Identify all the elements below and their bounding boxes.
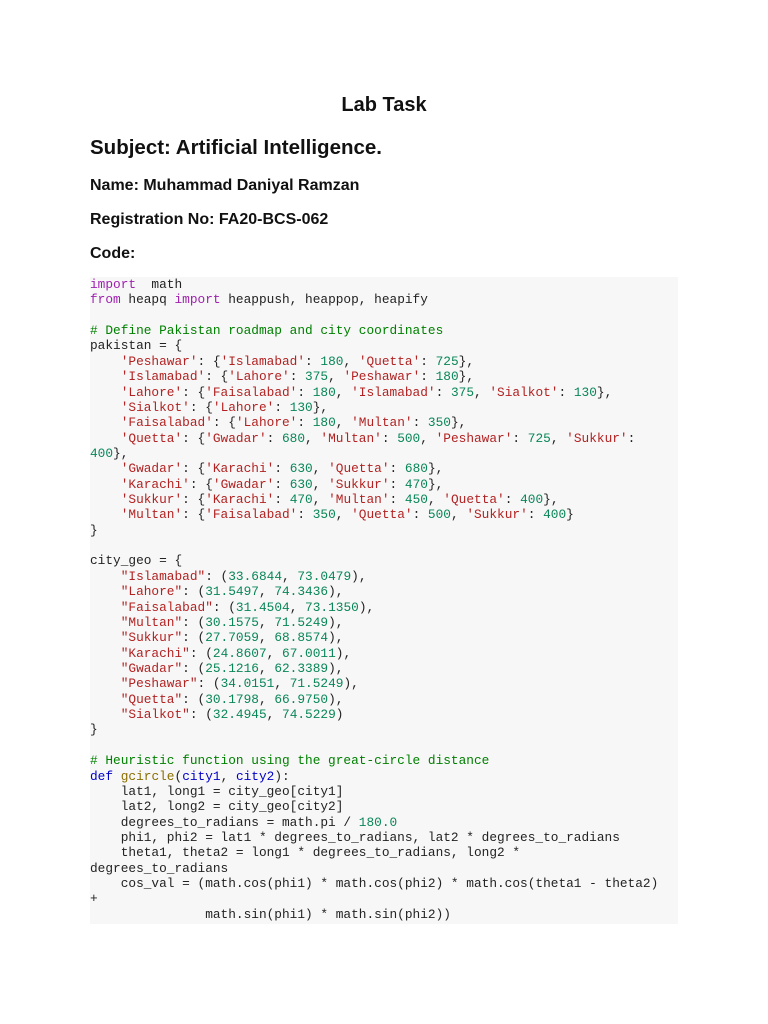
code-token — [113, 769, 121, 784]
code-token: 62.3389 — [274, 660, 329, 676]
code-token: 31.5497 — [205, 584, 259, 600]
code-token: 375 — [450, 384, 475, 400]
code-token: : — [512, 430, 528, 446]
code-token: : { — [182, 492, 206, 508]
code-token: 'Karachi' — [120, 476, 190, 492]
code-line — [90, 461, 443, 476]
code-token: : — [389, 476, 405, 492]
code-token — [90, 692, 121, 707]
code-line — [90, 292, 428, 307]
code-token: 30.1575 — [205, 614, 259, 630]
code-token: } — [90, 722, 98, 738]
code-token: : — [274, 461, 290, 477]
code-token: 73.0479 — [297, 568, 352, 584]
code-heading: Code: — [90, 245, 136, 262]
code-token: , — [343, 353, 359, 369]
code-token: 'Multan' — [351, 415, 413, 431]
code-token: 71.5249 — [274, 614, 329, 630]
code-token: 500 — [397, 430, 421, 446]
code-token: 33.6844 — [228, 568, 283, 584]
code-line — [90, 369, 474, 384]
code-token: "Peshawar" — [120, 676, 198, 692]
code-token: "Karachi" — [120, 645, 190, 661]
code-token: # Heuristic function using the great-circle distance — [90, 753, 490, 769]
code-token: , — [474, 384, 490, 400]
code-line — [90, 507, 574, 522]
code-line — [90, 907, 451, 922]
code-token: city1 — [182, 768, 221, 784]
code-token: : ( — [182, 630, 206, 646]
code-token — [90, 569, 121, 584]
code-line — [90, 676, 359, 691]
code-line — [90, 692, 343, 707]
code-token: : — [274, 492, 290, 508]
code-token: theta1, theta2 = long1 * degrees_to_radians, long2 * — [90, 845, 521, 861]
code-token: ), — [328, 614, 344, 630]
code-token: degrees_to_radians — [90, 860, 229, 876]
code-token: : — [297, 384, 313, 400]
code-line — [90, 600, 374, 615]
code-token: from — [90, 292, 121, 308]
code-token: }, — [596, 384, 613, 400]
code-token: , — [335, 507, 352, 523]
code-line — [90, 553, 182, 568]
code-token: heapq — [120, 292, 175, 308]
code-token — [90, 646, 121, 661]
code-token: heappush, heappop, heapify — [220, 292, 428, 308]
code-token: , — [258, 630, 275, 646]
code-token: 'Karachi' — [205, 492, 275, 508]
code-token: : — [289, 369, 306, 385]
code-token: 73.1350 — [305, 599, 359, 615]
code-token: , — [450, 507, 467, 523]
code-token: ), — [351, 568, 367, 584]
code-token: : ( — [197, 676, 221, 692]
code-token: lat1, long1 = city_geo[city1] — [90, 783, 344, 799]
code-token: 34.0151 — [220, 676, 275, 692]
code-token: : ( — [189, 707, 213, 723]
code-token: : { — [182, 507, 206, 523]
code-line — [90, 784, 343, 799]
student-name: Name: Muhammad Daniyal Ramzan — [90, 177, 360, 194]
code-token: 24.8607 — [212, 645, 267, 661]
code-token: 'Lahore' — [120, 384, 183, 400]
code-line — [90, 492, 559, 507]
code-token: : ( — [212, 599, 236, 615]
code-token: : { — [189, 476, 213, 492]
code-token: ), — [328, 584, 344, 600]
code-token: 'Multan' — [120, 507, 183, 523]
code-token: : — [389, 492, 405, 508]
code-token: cos_val = (math.cos(phi1) * math.cos(phi2) * math.cos(theta1 - theta2) — [90, 876, 659, 892]
code-token — [90, 477, 121, 492]
code-token: 'Sialkot' — [120, 399, 190, 415]
code-token: : { — [205, 369, 229, 385]
code-token: 'Sukkur' — [328, 476, 390, 492]
code-token: 180 — [435, 369, 459, 385]
code-token: 725 — [527, 430, 551, 446]
code-token: , — [220, 768, 236, 784]
code-token: : — [504, 492, 521, 508]
code-token: : — [420, 369, 436, 385]
code-line — [90, 876, 658, 891]
code-token: phi1, phi2 = lat1 * degrees_to_radians, lat2 * degrees_to_radians — [90, 829, 620, 845]
code-token: ) — [335, 707, 344, 723]
code-line — [90, 769, 290, 784]
code-line — [90, 815, 397, 830]
code-token — [90, 369, 121, 384]
code-token: , — [258, 614, 275, 630]
code-token: ), — [328, 691, 344, 707]
code-token: }, — [458, 369, 475, 385]
code-token: 680 — [282, 430, 306, 446]
code-token: , — [312, 461, 329, 477]
code-token: ( — [174, 768, 183, 784]
code-token: 'Gwadar' — [212, 476, 275, 492]
code-token: , — [312, 476, 329, 492]
code-token — [90, 707, 121, 722]
code-token: 'Peshawar' — [120, 353, 198, 369]
code-token: : ( — [189, 645, 213, 661]
code-token: 180 — [312, 384, 336, 400]
code-token: : — [297, 415, 313, 431]
code-token: 'Sialkot' — [489, 384, 559, 400]
code-line — [90, 415, 466, 430]
code-token — [90, 385, 121, 400]
code-token: 'Lahore' — [235, 415, 298, 431]
code-token: 'Quetta' — [328, 461, 390, 477]
code-token: : ( — [182, 584, 206, 600]
code-token: 31.4504 — [235, 599, 290, 615]
code-token: : ( — [182, 614, 206, 630]
code-token: : — [274, 399, 290, 415]
code-token: , — [266, 707, 283, 723]
code-token: 180 — [320, 353, 344, 369]
code-token: }, — [113, 445, 129, 461]
code-line — [90, 861, 228, 876]
code-token: : { — [197, 353, 221, 369]
code-token: : ( — [205, 568, 229, 584]
code-token: math — [136, 277, 183, 292]
code-block — [90, 277, 678, 924]
code-token: 725 — [435, 353, 459, 369]
code-token: : — [266, 430, 282, 446]
code-line — [90, 615, 343, 630]
code-token: 'Quetta' — [358, 353, 421, 369]
code-token: math.sin(phi1) * math.sin(phi2)) — [90, 906, 451, 922]
code-token: : — [412, 415, 428, 431]
code-token: : { — [182, 430, 206, 446]
code-token: 450 — [404, 492, 428, 508]
code-token: : — [305, 353, 321, 369]
code-line — [90, 354, 474, 369]
code-token: # Define Pakistan roadmap and city coordinates — [90, 323, 444, 339]
code-token: lat2, long2 = city_geo[city2] — [90, 799, 344, 815]
code-token: , — [274, 676, 290, 692]
code-token — [90, 492, 121, 507]
code-token: 74.3436 — [274, 584, 329, 600]
code-token: "Multan" — [120, 614, 183, 630]
code-token: "Sialkot" — [120, 707, 190, 723]
code-token: }, — [427, 476, 444, 492]
code-token: , — [258, 691, 275, 707]
code-token: , — [335, 415, 352, 431]
code-token: gcircle — [120, 768, 175, 784]
code-line — [90, 830, 620, 845]
code-token: }, — [312, 399, 329, 415]
code-token: : — [627, 430, 636, 446]
code-token: ): — [274, 768, 290, 784]
code-token: degrees_to_radians = math.pi / — [90, 814, 359, 830]
code-line — [90, 584, 343, 599]
code-token: : { — [189, 399, 213, 415]
code-token: 'Karachi' — [205, 461, 275, 477]
code-token: 'Sukkur' — [466, 507, 528, 523]
code-token: : { — [182, 461, 206, 477]
code-token: 74.5229 — [282, 707, 336, 723]
code-token: 'Multan' — [320, 430, 382, 446]
code-token: 'Lahore' — [212, 399, 275, 415]
code-token: 400 — [543, 507, 567, 523]
code-line — [90, 630, 343, 645]
code-token: ), — [358, 599, 375, 615]
code-line — [90, 431, 635, 446]
code-token — [90, 630, 121, 645]
code-token: , — [258, 660, 275, 676]
code-token: "Sukkur" — [120, 630, 183, 646]
code-token: 'Peshawar' — [343, 369, 421, 385]
code-line — [90, 799, 343, 814]
code-token: 130 — [573, 384, 597, 400]
code-token: 68.8574 — [274, 630, 329, 646]
code-token: 'Multan' — [328, 492, 390, 508]
code-token: 27.7059 — [205, 630, 259, 646]
code-token — [90, 661, 121, 676]
code-token: : ( — [182, 660, 206, 676]
code-token: ), — [328, 630, 344, 646]
code-line — [90, 523, 98, 538]
code-token: 'Quetta' — [120, 430, 183, 446]
code-token: pakistan = { — [90, 338, 183, 354]
code-line — [90, 753, 489, 768]
code-token: : — [274, 476, 290, 492]
code-token: }, — [450, 415, 467, 431]
code-token: : — [435, 384, 451, 400]
code-token: 400 — [520, 492, 544, 508]
code-token: , — [305, 430, 321, 446]
code-token: 67.0011 — [282, 645, 336, 661]
code-token: "Faisalabad" — [120, 599, 213, 615]
code-token: , — [328, 369, 344, 385]
code-token: , — [312, 492, 329, 508]
code-token: 'Faisalabad' — [120, 415, 213, 431]
code-line — [90, 707, 343, 722]
code-line — [90, 277, 182, 292]
code-token: 'Faisalabad' — [205, 384, 298, 400]
code-token: ), — [328, 660, 344, 676]
code-token: : — [381, 430, 398, 446]
code-line — [90, 722, 98, 737]
code-token: : — [412, 507, 428, 523]
code-line — [90, 338, 182, 353]
code-line — [90, 646, 351, 661]
code-token: "Lahore" — [120, 584, 183, 600]
code-token — [90, 584, 121, 599]
code-token: 'Sukkur' — [566, 430, 628, 446]
code-token: 630 — [289, 476, 313, 492]
code-token: 'Islamabad' — [220, 353, 306, 369]
code-token: ), — [343, 676, 359, 692]
code-token — [90, 415, 121, 430]
code-line — [90, 323, 443, 338]
code-token: city_geo = { — [90, 553, 183, 569]
code-line — [90, 661, 343, 676]
code-token: 32.4945 — [212, 707, 267, 723]
code-token: 470 — [404, 476, 428, 492]
code-token: 680 — [404, 461, 428, 477]
registration-number: Registration No: FA20-BCS-062 — [90, 211, 329, 228]
code-line — [90, 477, 443, 492]
code-line — [90, 569, 367, 584]
code-token — [90, 615, 121, 630]
code-line — [90, 446, 128, 461]
code-token: : ( — [182, 691, 206, 707]
code-token — [90, 600, 121, 615]
code-token: 350 — [427, 415, 451, 431]
code-token: , — [427, 492, 444, 508]
code-token: + — [90, 891, 98, 907]
code-token: 470 — [289, 492, 313, 508]
code-token: 66.9750 — [274, 691, 329, 707]
subject-heading: Subject: Artificial Intelligence. — [90, 136, 382, 159]
code-token: : { — [182, 384, 206, 400]
code-token: , — [266, 645, 283, 661]
code-token: ), — [335, 645, 352, 661]
code-token: 25.1216 — [205, 660, 259, 676]
code-token: } — [90, 522, 98, 538]
code-token: 'Gwadar' — [120, 461, 183, 477]
code-token: , — [335, 384, 352, 400]
code-token: city2 — [235, 768, 275, 784]
code-token: 130 — [289, 399, 313, 415]
code-token — [90, 400, 121, 415]
document-title: Lab Task — [341, 94, 427, 116]
code-token: "Islamabad" — [120, 568, 206, 584]
code-token: def — [90, 768, 114, 784]
code-token: 'Islamabad' — [120, 369, 206, 385]
code-token: 'Gwadar' — [205, 430, 267, 446]
code-token: , — [420, 430, 436, 446]
code-token — [90, 461, 121, 476]
code-token: 375 — [305, 369, 329, 385]
code-token: : — [297, 507, 313, 523]
code-token: 'Faisalabad' — [205, 507, 298, 523]
code-token: : — [527, 507, 544, 523]
code-token: , — [289, 599, 306, 615]
code-token: : — [558, 384, 574, 400]
code-token: 630 — [289, 461, 313, 477]
code-token — [90, 676, 121, 691]
code-token: 'Quetta' — [443, 492, 505, 508]
code-token: }, — [458, 353, 475, 369]
code-token: , — [282, 568, 298, 584]
code-token: , — [550, 430, 567, 446]
code-token: 'Sukkur' — [120, 492, 183, 508]
code-token: 180 — [312, 415, 336, 431]
code-token: import — [90, 277, 137, 292]
code-token: 180.0 — [358, 814, 398, 830]
code-token: }, — [427, 461, 444, 477]
code-token: : — [389, 461, 405, 477]
code-token: }, — [543, 492, 559, 508]
code-token: 'Lahore' — [228, 369, 290, 385]
code-token — [90, 507, 121, 522]
code-token: import — [174, 292, 221, 308]
code-token: 400 — [90, 445, 114, 461]
code-token: 'Peshawar' — [435, 430, 513, 446]
code-line — [90, 845, 520, 860]
code-listing — [90, 277, 658, 922]
code-token: : — [420, 353, 436, 369]
code-token: , — [258, 584, 275, 600]
code-line — [90, 385, 612, 400]
code-token: 'Islamabad' — [351, 384, 436, 400]
code-line — [90, 891, 98, 906]
code-token: 500 — [427, 507, 451, 523]
code-line — [90, 400, 328, 415]
code-token: 'Quetta' — [351, 507, 413, 523]
code-token: 350 — [312, 507, 336, 523]
code-token: 30.1798 — [205, 691, 259, 707]
code-token: : { — [212, 415, 236, 431]
code-token: "Quetta" — [120, 691, 183, 707]
code-token — [90, 354, 121, 369]
code-token: } — [566, 507, 574, 523]
code-token: "Gwadar" — [120, 660, 183, 676]
code-token — [90, 431, 121, 446]
code-token: 71.5249 — [289, 676, 344, 692]
